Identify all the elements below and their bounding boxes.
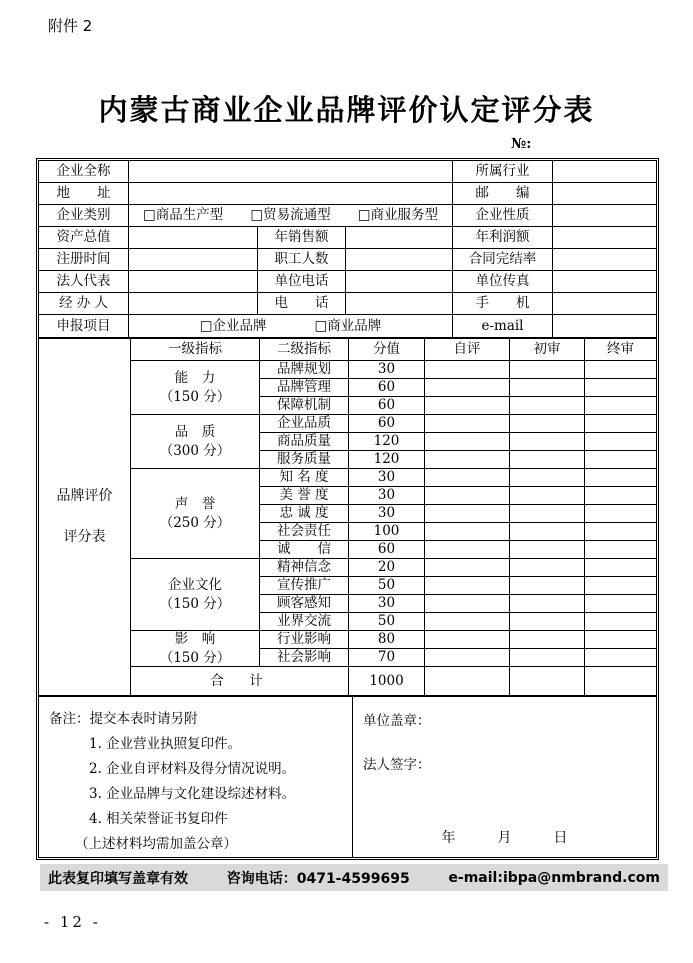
group-name: 影 响 xyxy=(174,631,216,647)
page-number: - 12 - xyxy=(44,913,101,931)
industry-label: 所属行业 xyxy=(453,161,553,183)
phone-field[interactable] xyxy=(346,293,453,315)
email-field[interactable] xyxy=(553,315,656,337)
agent-field[interactable] xyxy=(129,293,258,315)
header-level2: 二级指标 xyxy=(260,339,349,361)
final-review-cell[interactable] xyxy=(585,415,656,433)
company-fax-label: 单位传真 xyxy=(453,271,553,293)
unit-seal-label: 单位盖章： xyxy=(363,713,431,729)
indicator-points: 100 xyxy=(349,523,425,541)
group-name: 品 质 xyxy=(174,423,216,440)
first-review-cell[interactable] xyxy=(510,649,585,667)
indicator-label: 精神信念 xyxy=(260,559,349,577)
registration-label: 注册时间 xyxy=(39,249,129,271)
first-review-cell[interactable] xyxy=(510,541,585,559)
self-score-cell[interactable] xyxy=(425,631,510,649)
first-review-cell[interactable] xyxy=(510,433,585,451)
first-review-total-cell[interactable] xyxy=(510,667,585,695)
self-score-cell[interactable] xyxy=(425,379,510,397)
indicator-label: 服务质量 xyxy=(260,451,349,469)
self-score-cell[interactable] xyxy=(425,649,510,667)
final-review-total-cell[interactable] xyxy=(585,667,656,695)
contract-completion-field[interactable] xyxy=(553,249,656,271)
group-points: （300 分） xyxy=(159,442,231,459)
assets-field[interactable] xyxy=(129,227,258,249)
group-points: （150 分） xyxy=(159,388,231,405)
indicator-label: 行业影响 xyxy=(260,631,349,649)
indicator-label: 品牌规划 xyxy=(260,361,349,379)
annual-sales-field[interactable] xyxy=(346,227,453,249)
checkbox-enterprise-brand[interactable]: □企业品牌 xyxy=(199,317,267,334)
header-points: 分值 xyxy=(349,339,425,361)
indicator-label: 品牌管理 xyxy=(260,379,349,397)
company-nature-label: 企业性质 xyxy=(453,205,553,227)
serial-number-label: №: xyxy=(511,136,532,152)
indicator-points: 50 xyxy=(349,613,425,631)
total-label: 合 计 xyxy=(131,667,349,695)
postcode-label: 邮 编 xyxy=(453,183,553,205)
first-review-cell[interactable] xyxy=(510,397,585,415)
indicator-label: 保障机制 xyxy=(260,397,349,415)
indicator-points: 30 xyxy=(349,361,425,379)
scoring-side-label xyxy=(39,339,131,695)
address-field[interactable] xyxy=(129,183,453,205)
self-score-cell[interactable] xyxy=(425,523,510,541)
footer-email: e-mail:ibpa@nmbrand.com xyxy=(448,869,660,886)
group-influence xyxy=(131,631,260,667)
annual-sales-label: 年销售额 xyxy=(258,227,346,249)
notes-title: 备注：提交本表时请另附 xyxy=(49,711,198,727)
final-review-cell[interactable] xyxy=(585,649,656,667)
first-review-cell[interactable] xyxy=(510,505,585,523)
indicator-label: 宣传推广 xyxy=(260,577,349,595)
indicator-label: 美 誉 度 xyxy=(260,487,349,505)
header-self-review: 自评 xyxy=(425,339,510,361)
side-label-bottom: 评分表 xyxy=(63,529,106,545)
attachment-label: 附件 2 xyxy=(48,17,93,35)
mobile-label: 手 机 xyxy=(453,293,553,315)
group-points: （150 分） xyxy=(159,595,231,612)
header-first-review: 初审 xyxy=(510,339,585,361)
indicator-label: 社会责任 xyxy=(260,523,349,541)
company-info-section xyxy=(39,161,656,337)
mobile-field[interactable] xyxy=(553,293,656,315)
first-review-cell[interactable] xyxy=(510,595,585,613)
group-reputation xyxy=(131,469,260,559)
notes-item: 2. 企业自评材料及得分情况说明。 xyxy=(89,761,296,777)
indicator-label: 忠 诚 度 xyxy=(260,505,349,523)
final-review-cell[interactable] xyxy=(585,631,656,649)
indicator-points: 70 xyxy=(349,649,425,667)
indicator-label: 企业品质 xyxy=(260,415,349,433)
company-type-options xyxy=(129,205,453,227)
first-review-cell[interactable] xyxy=(510,523,585,541)
final-review-cell[interactable] xyxy=(585,613,656,631)
self-score-cell[interactable] xyxy=(425,505,510,523)
final-review-cell[interactable] xyxy=(585,433,656,451)
company-name-field[interactable] xyxy=(129,161,453,183)
industry-field[interactable] xyxy=(553,161,656,183)
first-review-cell[interactable] xyxy=(510,451,585,469)
final-review-cell[interactable] xyxy=(585,559,656,577)
final-review-cell[interactable] xyxy=(585,505,656,523)
group-quality xyxy=(131,415,260,469)
group-points: （250 分） xyxy=(159,514,231,531)
first-review-cell[interactable] xyxy=(510,415,585,433)
checkbox-service-type[interactable]: □商业服务型 xyxy=(357,207,438,224)
group-name: 能 力 xyxy=(174,369,216,386)
indicator-label: 业界交流 xyxy=(260,613,349,631)
assets-label: 资产总值 xyxy=(39,227,129,249)
notes-item: 4. 相关荣誉证书复印件 xyxy=(89,811,228,827)
final-review-cell[interactable] xyxy=(585,469,656,487)
checkbox-commercial-brand[interactable]: □商业品牌 xyxy=(314,317,382,334)
company-type-label: 企业类别 xyxy=(39,205,129,227)
email-label: e-mail xyxy=(453,315,553,337)
final-review-cell[interactable] xyxy=(585,523,656,541)
contract-completion-label: 合同完结率 xyxy=(453,249,553,271)
first-review-cell[interactable] xyxy=(510,487,585,505)
page-title: 内蒙古商业企业品牌评价认定评分表 xyxy=(98,93,595,127)
first-review-cell[interactable] xyxy=(510,469,585,487)
indicator-points: 60 xyxy=(349,415,425,433)
indicator-points: 30 xyxy=(349,595,425,613)
indicator-points: 60 xyxy=(349,541,425,559)
group-capability xyxy=(131,361,260,415)
application-label: 申报项目 xyxy=(39,315,129,337)
legal-rep-label: 法人代表 xyxy=(39,271,129,293)
group-name: 声 誉 xyxy=(174,495,216,512)
header-level1: 一级指标 xyxy=(131,339,260,361)
self-score-cell[interactable] xyxy=(425,559,510,577)
final-review-cell[interactable] xyxy=(585,541,656,559)
notes-cell xyxy=(39,697,353,857)
scoring-section xyxy=(39,337,656,695)
group-points: （150 分） xyxy=(159,649,231,666)
first-review-cell[interactable] xyxy=(510,361,585,379)
indicator-label: 诚 信 xyxy=(260,541,349,559)
group-name: 企业文化 xyxy=(168,576,222,593)
registration-field[interactable] xyxy=(129,249,258,271)
first-review-cell[interactable] xyxy=(510,577,585,595)
company-name-label: 企业全称 xyxy=(39,161,129,183)
self-score-cell[interactable] xyxy=(425,577,510,595)
indicator-label: 知 名 度 xyxy=(260,469,349,487)
agent-label: 经 办 人 xyxy=(39,293,129,315)
self-score-cell[interactable] xyxy=(425,613,510,631)
bottom-section xyxy=(39,695,656,857)
footer-phone: 咨询电话：0471-4599695 xyxy=(226,870,410,887)
indicator-points: 30 xyxy=(349,505,425,523)
indicator-label: 顾客感知 xyxy=(260,595,349,613)
footer-validity-note: 此表复印填写盖章有效 xyxy=(48,870,188,887)
employees-field[interactable] xyxy=(346,249,453,271)
date-line: 年 月 日 xyxy=(441,830,568,846)
final-review-cell[interactable] xyxy=(585,379,656,397)
indicator-points: 30 xyxy=(349,487,425,505)
self-score-cell[interactable] xyxy=(425,487,510,505)
final-review-cell[interactable] xyxy=(585,397,656,415)
first-review-cell[interactable] xyxy=(510,559,585,577)
indicator-points: 60 xyxy=(349,379,425,397)
indicator-points: 80 xyxy=(349,631,425,649)
header-final-review: 终审 xyxy=(585,339,656,361)
indicator-points: 20 xyxy=(349,559,425,577)
indicator-points: 30 xyxy=(349,469,425,487)
self-score-cell[interactable] xyxy=(425,361,510,379)
notes-item: （上述材料均需加盖公章） xyxy=(75,836,237,852)
checkbox-trade-type[interactable]: □贸易流通型 xyxy=(250,207,331,224)
first-review-cell[interactable] xyxy=(510,613,585,631)
company-phone-field[interactable] xyxy=(346,271,453,293)
checkbox-production-type[interactable]: □商品生产型 xyxy=(143,207,224,224)
company-nature-field[interactable] xyxy=(553,205,656,227)
annual-profit-field[interactable] xyxy=(553,227,656,249)
annual-profit-label: 年利润额 xyxy=(453,227,553,249)
indicator-label: 社会影响 xyxy=(260,649,349,667)
legal-signature-label: 法人签字： xyxy=(363,757,431,773)
indicator-points: 120 xyxy=(349,451,425,469)
employees-label: 职工人数 xyxy=(258,249,346,271)
final-review-cell[interactable] xyxy=(585,361,656,379)
group-culture xyxy=(131,559,260,631)
phone-label: 电 话 xyxy=(258,293,346,315)
indicator-points: 60 xyxy=(349,397,425,415)
self-score-cell[interactable] xyxy=(425,541,510,559)
address-label: 地 址 xyxy=(39,183,129,205)
final-review-cell[interactable] xyxy=(585,451,656,469)
total-points: 1000 xyxy=(349,667,425,695)
self-score-cell[interactable] xyxy=(425,595,510,613)
notes-item: 1. 企业营业执照复印件。 xyxy=(89,736,242,752)
stamp-cell xyxy=(353,697,656,857)
self-score-cell[interactable] xyxy=(425,415,510,433)
company-fax-field[interactable] xyxy=(553,271,656,293)
final-review-cell[interactable] xyxy=(585,577,656,595)
self-score-cell[interactable] xyxy=(425,433,510,451)
final-review-cell[interactable] xyxy=(585,487,656,505)
indicator-label: 商品质量 xyxy=(260,433,349,451)
indicator-points: 120 xyxy=(349,433,425,451)
indicator-points: 50 xyxy=(349,577,425,595)
legal-rep-field[interactable] xyxy=(129,271,258,293)
footer-bar xyxy=(40,864,668,891)
notes-item: 3. 企业品牌与文化建设综述材料。 xyxy=(89,786,296,802)
postcode-field[interactable] xyxy=(553,183,656,205)
self-score-cell[interactable] xyxy=(425,451,510,469)
first-review-cell[interactable] xyxy=(510,379,585,397)
self-score-total-cell[interactable] xyxy=(425,667,510,695)
main-form-table xyxy=(36,158,659,860)
final-review-cell[interactable] xyxy=(585,595,656,613)
self-score-cell[interactable] xyxy=(425,397,510,415)
company-phone-label: 单位电话 xyxy=(258,271,346,293)
self-score-cell[interactable] xyxy=(425,469,510,487)
side-label-top: 品牌评价 xyxy=(56,487,113,504)
first-review-cell[interactable] xyxy=(510,631,585,649)
application-options xyxy=(129,315,453,337)
